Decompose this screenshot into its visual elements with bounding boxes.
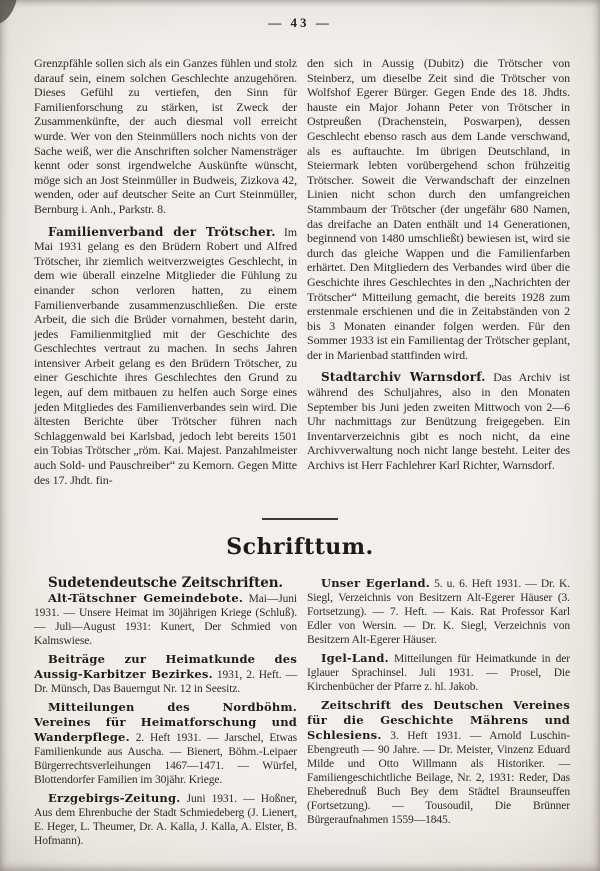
entry-title: Unser Egerland. (321, 576, 430, 590)
journal-entry (34, 591, 297, 648)
zeitschriften-column-left (34, 576, 297, 848)
continuation-paragraph: den sich in Aussig (Dubitz) die Trötscher von Steinberz, um dieselbe Zeit sind die Trötscher von Wolfshof Egerer Bürger. Gegen Ende des 18. Jhdts. hauste ein Major Johann Peter von Trötscher in Ostpreußen (Drachenstein, Poswarpen), dessen Geschlecht ebenso rasch aus dem Lande verschwand, als es auftauchte. Im übrigen Deutschland, in Steiermark lebten vorübergehend schon frühzeitig Trötscher. Soweit die Verwandschaft der einzelnen Linien nicht schon durch den umfangreichen Stammbaum der Trötscher (der ungefähr 680 Namen, das dreifache an Daten enthält und 14 Generationen, beginnend von 1480 umschließt) bewiesen ist, wird sie durch das gleiche Wappen und die Familienfarben erhärtet. Den Mitgliedern des Verbandes wird über die Geschichte ihres Geschlechtes in den „Nachrichten der Trötscher“ Mitteilung gemacht, die bereits 1928 zum erstenmale erschienen und die in Zeitabständen von 2 bis 3 Monaten einander folgen werden. Für den Sommer 1933 ist ein Familientag der Trötscher geplant, der in Marienbad stattfinden wird. (307, 56, 570, 362)
news-item-title: Stadtarchiv Warnsdorf. (321, 370, 486, 385)
journal-entry (34, 652, 297, 696)
news-item-body: Das Archiv ist während des Schuljahres, also in den Monaten September bis Juni jeden zweiten Mittwoch von 2—6 Uhr nachmittags zur Benützung freigegeben. Ein Inventarverzeichnis gibt es noch nicht, da eine Archivverwaltung noch nicht lange besteht. Leiter des Archivs ist Herr Fachlehrer Karl Richter, Warnsdorf. (307, 370, 571, 473)
section-heading-schrifttum: Schrifttum. (226, 534, 374, 560)
news-item-body: Im Mai 1931 gelang es den Brüdern Robert und Alfred Trötscher, ihr ziemlich weitverzweigtes Geschlecht, in dem wie überall einzelne Mitglieder die Fühlung zu einander schon verloren hatten, zu einem Familienverbande zusammenzuschließen. Die erste Arbeit, die sich die Brüder vornahmen, besteht darin, jedes Familienmitglied mit der Geschichte des Geschlechtes vertraut zu machen. In sechs Jahren intensiver Arbeit gelang es den Brüdern Trötscher, zu einer Geschichte ihres Geschlechtes den Grund zu legen, auf dem mitbauen zu helfen auch Sorge eines jeden Mitgliedes des Familienverbandes sein wird. Die ältesten Berichte über Trötscher führen nach Schlaggenwald bei Karlsbad, jedoch lebt bereits 1501 ein Tobias Trötscher „röm. Kai. Majest. Panzahlmeister auch Sold- und Pauschreiber“ zu Kemorn. Gegen Mitte des 17. Jhdt. fin- (34, 224, 298, 487)
journal-entry (307, 651, 570, 694)
entry-body: Mitteilungen für Heimatkunde in der Iglauer Sprachinsel. Juli 1931. — Prosel, Die Kirchenbücher der Pfarre z. hl. Jakob. (307, 653, 570, 693)
entry-title: Beiträge zur Heimatkunde des Aussig-Karbitzer Bezirkes. (34, 651, 297, 681)
entry-title: Igel-Land. (321, 651, 389, 665)
entry-title: Mitteilungen des Nordböhm. Vereines für Heimatforschung und Wanderpflege. (34, 699, 297, 744)
continuation-paragraph: Grenzpfähle sollen sich als ein Ganzes fühlen und stolz darauf sein, einem solchen Geschlechte anzugehören. Dieses Gefühl zu vertiefen, den Sinn für Familienforschung zu stärken, ist Zweck der Zusammenkünfte, der auch diesmal voll erreicht wurde. Wer von den Steinmüllers noch nichts von der Sache weiß, wer die Anschriften solcher Namensträger kennt oder sonst irgendwelche Auskünfte wünscht, möge sich an Jost Steinmüller in Budweis, Zizkova 42, wenden, oder auf deutscher Seite an Curt Steinmüller, Bernburg i. Anh., Parkstr. 8. (34, 56, 297, 216)
entry-body: Mai—Juni 1931. — Unsere Heimat im 30jährigen Kriege (Schluß). — Juli—August 1931: Kunert, Der Schmied von Kalmswiese. (34, 592, 297, 647)
news-item (307, 370, 570, 472)
page-number: — 43 — (268, 15, 332, 30)
entry-title: Alt-Tätschner Gemeindebote. (48, 590, 244, 605)
journal-entry (307, 576, 570, 647)
news-section (0, 56, 600, 496)
zeitschriften-section (0, 576, 600, 848)
news-item-title: Familienverband der Trötscher. (48, 224, 276, 239)
news-column-right (307, 56, 570, 496)
news-item (34, 225, 297, 488)
entry-body: Juni 1931. — Hoßner, Aus dem Ehrenbuche der Stadt Schmiedeberg (J. Lienert, E. Heger, L. Theumer, Dr. A. Kalla, J. Kalla, A. Elster, B. Hofmann). (34, 792, 297, 847)
news-column-left (34, 56, 297, 496)
entry-body: 3. Heft 1931. — Arnold Luschin-Ebengreuth — 90 Jahre. — Dr. Meister, Vinzenz Eduard Milde und Otto Willmann als Historiker. — Familiengeschichtliche Beilage, Nr. 2, 1931: Reder, Das Eheberednuß Buch Bey dem Städtel Braunseuffen (Fortsetzung). — Tousoudil, Die Brünner Bürgeraufnahmen 1559—1845. (307, 730, 570, 826)
subsection-heading-zeitschriften: Sudetendeutsche Zeitschriften. (47, 575, 284, 591)
journal-entry (307, 698, 570, 827)
entry-title: Erzgebirgs-Zeitung. (48, 790, 181, 805)
zeitschriften-column-right (307, 576, 570, 848)
journal-entry (34, 700, 297, 787)
entry-body: 2. Heft 1931. — Jarschel, Etwas Familienkunde aus Auscha. — Bienert, Böhm.-Leipaer Bürgerrechtsverleihungen 1467—1471. — Würfel, Blottendorfer Familien im 30jähr. Kriege. (34, 731, 297, 786)
entry-title: Zeitschrift des Deutschen Vereines für die Geschichte Mährens und Schlesiens. (307, 698, 570, 742)
journal-entry (34, 791, 297, 848)
entry-body: 1931, 2. Heft. — Dr. Münsch, Das Bauerngut Nr. 12 in Seesitz. (34, 668, 297, 695)
entry-body: 5. u. 6. Heft 1931. — Dr. K. Siegl, Verzeichnis von Besitzern Alt-Egerer Häuser (3. Fortsetzung). — 7. Heft. — Kais. Rat Professor Karl Edler von Wersin. — Dr. K. Siegl, Verzeichnis von Besitzern Alt-Egerer Häuser. (307, 578, 570, 646)
section-divider-rule (262, 518, 338, 520)
